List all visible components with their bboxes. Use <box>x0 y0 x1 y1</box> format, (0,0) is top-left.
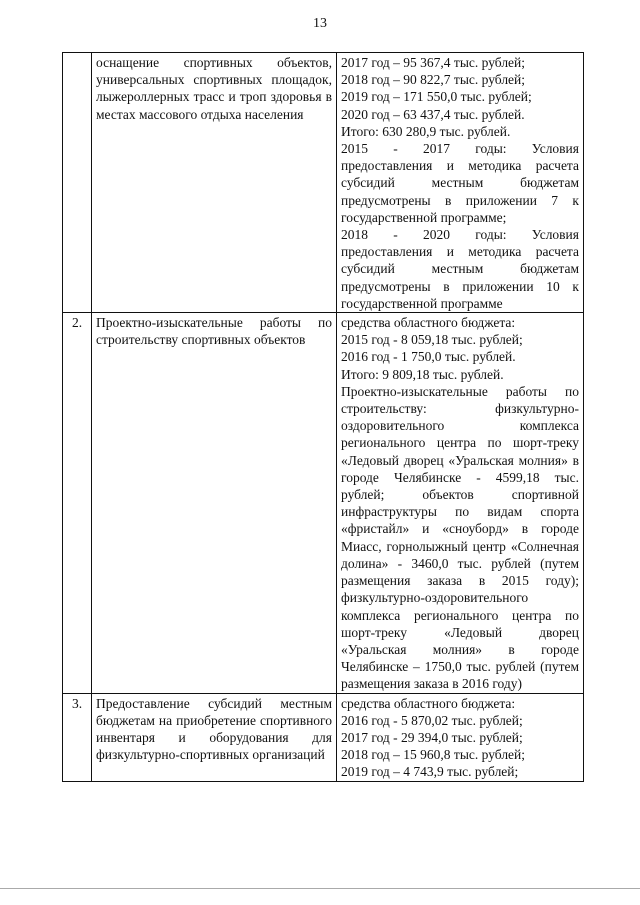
table-row <box>63 53 584 313</box>
page-number: 13 <box>313 16 327 31</box>
program-table <box>62 52 584 782</box>
table-row <box>63 693 584 781</box>
event-name: Проектно-изыскательные работы по строительству спортивных объектов <box>92 313 337 693</box>
row-number: 2. <box>63 313 92 693</box>
event-name: оснащение спортивных объектов, универсальных спортивных площадок, лыжероллерных трасс и троп здоровья в местах массового отдыха населения <box>92 53 337 313</box>
row-number <box>63 53 92 313</box>
row-number: 3. <box>63 693 92 781</box>
table-row <box>63 313 584 693</box>
scan-edge-line <box>0 888 640 889</box>
event-name: Предоставление субсидий местным бюджетам на приобретение спортивного инвентаря и оборудования для физкультурно-спортивных организаций <box>92 693 337 781</box>
funding-info: средства областного бюджета: 2015 год - 8 059,18 тыс. рублей; 2016 год - 1 750,0 тыс. рублей. Итого: 9 809,18 тыс. рублей. Проектно-изыскательные работы по строительству: физкультурно-оздоровительного комплекса регионального центра по шорт-треку «Ледовый дворец «Уральская молния» в городе Челябинске - 4599,18 тыс. рублей; объектов спортивной инфраструктуры по видам спорта «фристайл» и «сноуборд» в городе Миасс, горнолыжный центр «Солнечная долина» - 3460,0 тыс. рублей (путем размещения заказа в 2015 году); физкультурно-оздоровительного комплекса регионального центра по шорт-треку «Ледовый дворец «Уральская молния» в городе Челябинске – 1750,0 тыс. рублей (путем размещения заказа в 2016 году) <box>337 313 584 693</box>
funding-info: 2017 год – 95 367,4 тыс. рублей; 2018 год – 90 822,7 тыс. рублей; 2019 год – 171 550,0 тыс. рублей; 2020 год – 63 437,4 тыс. рублей. Итого: 630 280,9 тыс. рублей. 2015 - 2017 годы: Условия предоставления и методика расчета субсидий местным бюджетам предусмотрены в приложении 7 к государственной программе; 2018 - 2020 годы: Условия предоставления и методика расчета субсидий местным бюджетам предусмотрены в приложении 10 к государственной программе <box>337 53 584 313</box>
funding-info: средства областного бюджета: 2016 год - 5 870,02 тыс. рублей; 2017 год - 29 394,0 тыс. рублей; 2018 год – 15 960,8 тыс. рублей; 2019 год – 4 743,9 тыс. рублей; <box>337 693 584 781</box>
